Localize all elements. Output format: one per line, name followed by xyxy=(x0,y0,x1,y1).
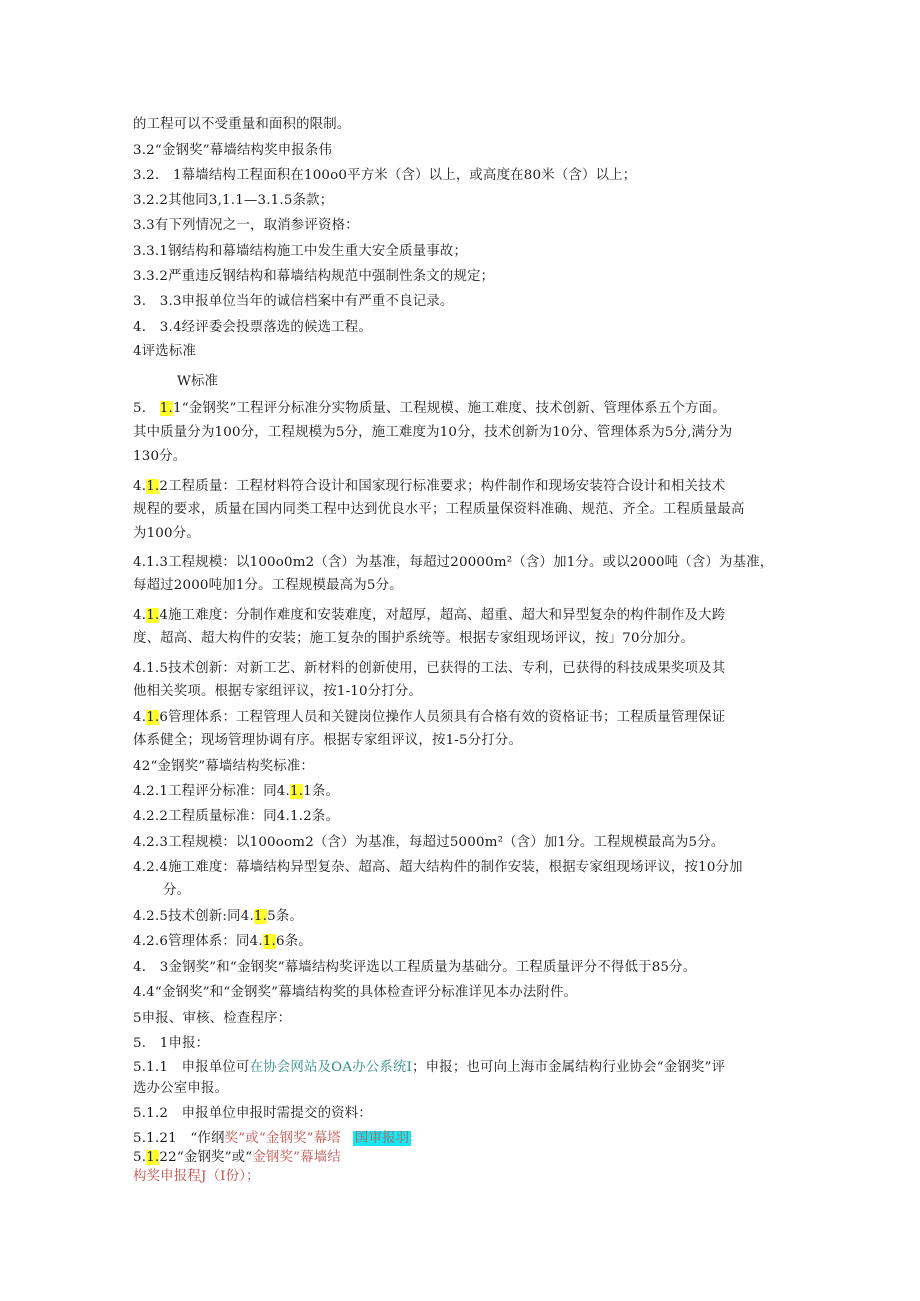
text-line xyxy=(133,399,726,419)
subsection-heading: W标准 xyxy=(177,374,219,389)
text-line: 他相关奖项。根据专家组评议，按1-10分打分。 xyxy=(133,684,423,699)
text-line: 4.2.3工程规模：以100oom2（含）为基准，每超过5000m²（含）加1分。工程规模最高为5分。 xyxy=(133,835,725,850)
text-segment: 4. xyxy=(133,608,147,623)
text-line xyxy=(133,782,339,802)
section-heading: 5. 1申报： xyxy=(133,1036,210,1051)
text-line: 选办公室申报。 xyxy=(133,1081,229,1096)
text-line: 3.2.2其他同3,1.1—3.1.5条款； xyxy=(133,193,334,208)
text-segment: 5. xyxy=(133,1150,147,1165)
text-line xyxy=(133,477,725,497)
highlighted-text: 1. xyxy=(253,909,268,924)
text-line xyxy=(133,606,725,626)
text-segment: 1“金钢奖”工程评分标准分实物质量、工程规模、施工难度、技术创新、管理体系五个方面。 xyxy=(172,401,726,416)
text-line: 每超过2000吨加1分。工程规模最高为5分。 xyxy=(133,578,403,593)
highlighted-box: 国审报羽 xyxy=(354,1131,410,1146)
text-segment: 6条。 xyxy=(275,934,312,949)
text-line: 为100分。 xyxy=(133,526,200,541)
text-line: 4. 3.4经评委会投票落选的候选工程。 xyxy=(133,320,372,335)
text-line: 4.1.5技术创新：对新工艺、新材料的创新使用，已获得的工法、专利，已获得的科技成果奖项及其 xyxy=(133,661,726,676)
section-heading: 42“金钢奖”幕墙结构奖标准： xyxy=(133,759,315,774)
text-line: 130分。 xyxy=(133,449,187,464)
text-line xyxy=(133,1058,725,1078)
text-line: 规程的要求，质量在国内同类工程中达到优良水平；工程质量保资料准确、规范、齐全。工程质量最高 xyxy=(133,502,745,517)
text-line: 3.3.1钢结构和幕墙结构施工中发生重大安全质量事故； xyxy=(133,244,468,259)
text-segment: 5. xyxy=(133,401,147,416)
text-segment: 22“金钢奖”或“ xyxy=(159,1150,253,1165)
text-line: 4.4“金钢奖”和“金钢奖”幕墙结构奖的具体检查评分标准详见本办法附件。 xyxy=(133,985,578,1000)
text-segment: 4.2.6管理体系：同4. xyxy=(133,934,263,949)
text-segment: 5条。 xyxy=(267,909,304,924)
text-segment: 4.2.1工程评分标准：同4. xyxy=(133,784,290,799)
text-line xyxy=(133,1148,341,1168)
section-heading: 3.2“金钢奖”幕墙结构奖申报条伟 xyxy=(133,143,333,158)
highlighted-text: 1. xyxy=(146,710,160,725)
colored-text: 金钢奖”幕墙结 xyxy=(252,1150,341,1165)
text-segment: 5.1.1 申报单位可 xyxy=(133,1060,250,1075)
text-line: 5.1.2 申报单位申报时需提交的资料： xyxy=(133,1106,372,1121)
text-line: 4.1.3工程规模：以100o0m2（含）为基准，每超过20000m²（含）加1分。或以2000吨（含）为基准， xyxy=(133,555,774,570)
text-line xyxy=(133,1129,411,1149)
text-line xyxy=(133,708,725,728)
text-line: 3.3.2严重违反钢结构和幕墙结构规范中强制性条文的规定； xyxy=(133,269,495,284)
text-segment: 4施工难度：分制作难度和安装难度，对超厚，超高、超重、超大和异型复杂的构件制作及大跨 xyxy=(159,608,726,623)
colored-text: 在协会网站及OA办公系统I xyxy=(249,1060,413,1075)
section-heading: 5申报、审核、检查程序： xyxy=(133,1011,292,1026)
text-line xyxy=(133,932,312,952)
highlighted-text: 1. xyxy=(159,401,173,416)
highlighted-text: 1. xyxy=(146,479,160,494)
text-segment: ；申报；也可向上海市金属结构行业协会“金钢奖”评 xyxy=(412,1060,726,1075)
text-line: 分。 xyxy=(163,883,191,898)
highlighted-text: 1. xyxy=(289,784,304,799)
text-segment: 6管理体系：工程管理人员和关键岗位操作人员须具有合格有效的资格证书；工程质量管理保证 xyxy=(159,710,726,725)
text-line: 4. 3金钢奖”和“金钢奖”幕墙结构奖评选以工程质量为基础分。工程质量评分不得低于85分。 xyxy=(133,960,697,975)
text-segment: 4.2.5技术创新:同4. xyxy=(133,909,254,924)
text-segment: 4. xyxy=(133,479,147,494)
section-heading: 3.3有下列情况之一，取消参评资格： xyxy=(133,218,359,233)
text-line: 3. 3.3申报单位当年的诚信档案中有严重不良记录。 xyxy=(133,294,454,309)
text-segment: 1条。 xyxy=(303,784,340,799)
text-segment: 2工程质量：工程材料符合设计和国家现行标准要求；构件制作和现场安装符合设计和相关技术 xyxy=(159,479,726,494)
highlighted-text: 1. xyxy=(146,608,160,623)
text-line: 体系健全；现场管理协调有序。根据专家组评议，按1-5分打分。 xyxy=(133,733,523,748)
colored-text: 奖”或“金钢奖”幕塔 xyxy=(224,1131,341,1146)
text-line: 4.2.4施工难度：幕墙结构异型复杂、超高、超大结构件的制作安装，根据专家组现场评议，按10分加 xyxy=(133,860,743,875)
text-line: 构奖申报程J（I份）； xyxy=(133,1169,260,1184)
section-heading: 4评选标准 xyxy=(133,344,197,359)
text-segment: 4. xyxy=(133,710,147,725)
text-line: 度、超高、超大构件的安装；施工复杂的围护系统等。根据专家组现场评议，按」70分加分。 xyxy=(133,631,695,646)
text-line: 其中质量分为100分，工程规模为5分，施工难度为10分，技术创新为10分、管理体系为5分,满分为 xyxy=(133,425,733,440)
text-line xyxy=(133,907,303,927)
highlighted-text: 1. xyxy=(262,934,276,949)
text-line: 4.2.2工程质量标准：同4.1.2条。 xyxy=(133,809,340,824)
highlighted-text: 1. xyxy=(146,1150,160,1165)
text-segment: 5.1.21 “作纲 xyxy=(133,1131,225,1146)
text-line: 3.2. 1幕墙结构工程面积在100o0平方米（含）以上，或高度在80米（含）以上； xyxy=(133,168,637,183)
text-line: 的工程可以不受重量和面积的限制。 xyxy=(133,117,351,132)
